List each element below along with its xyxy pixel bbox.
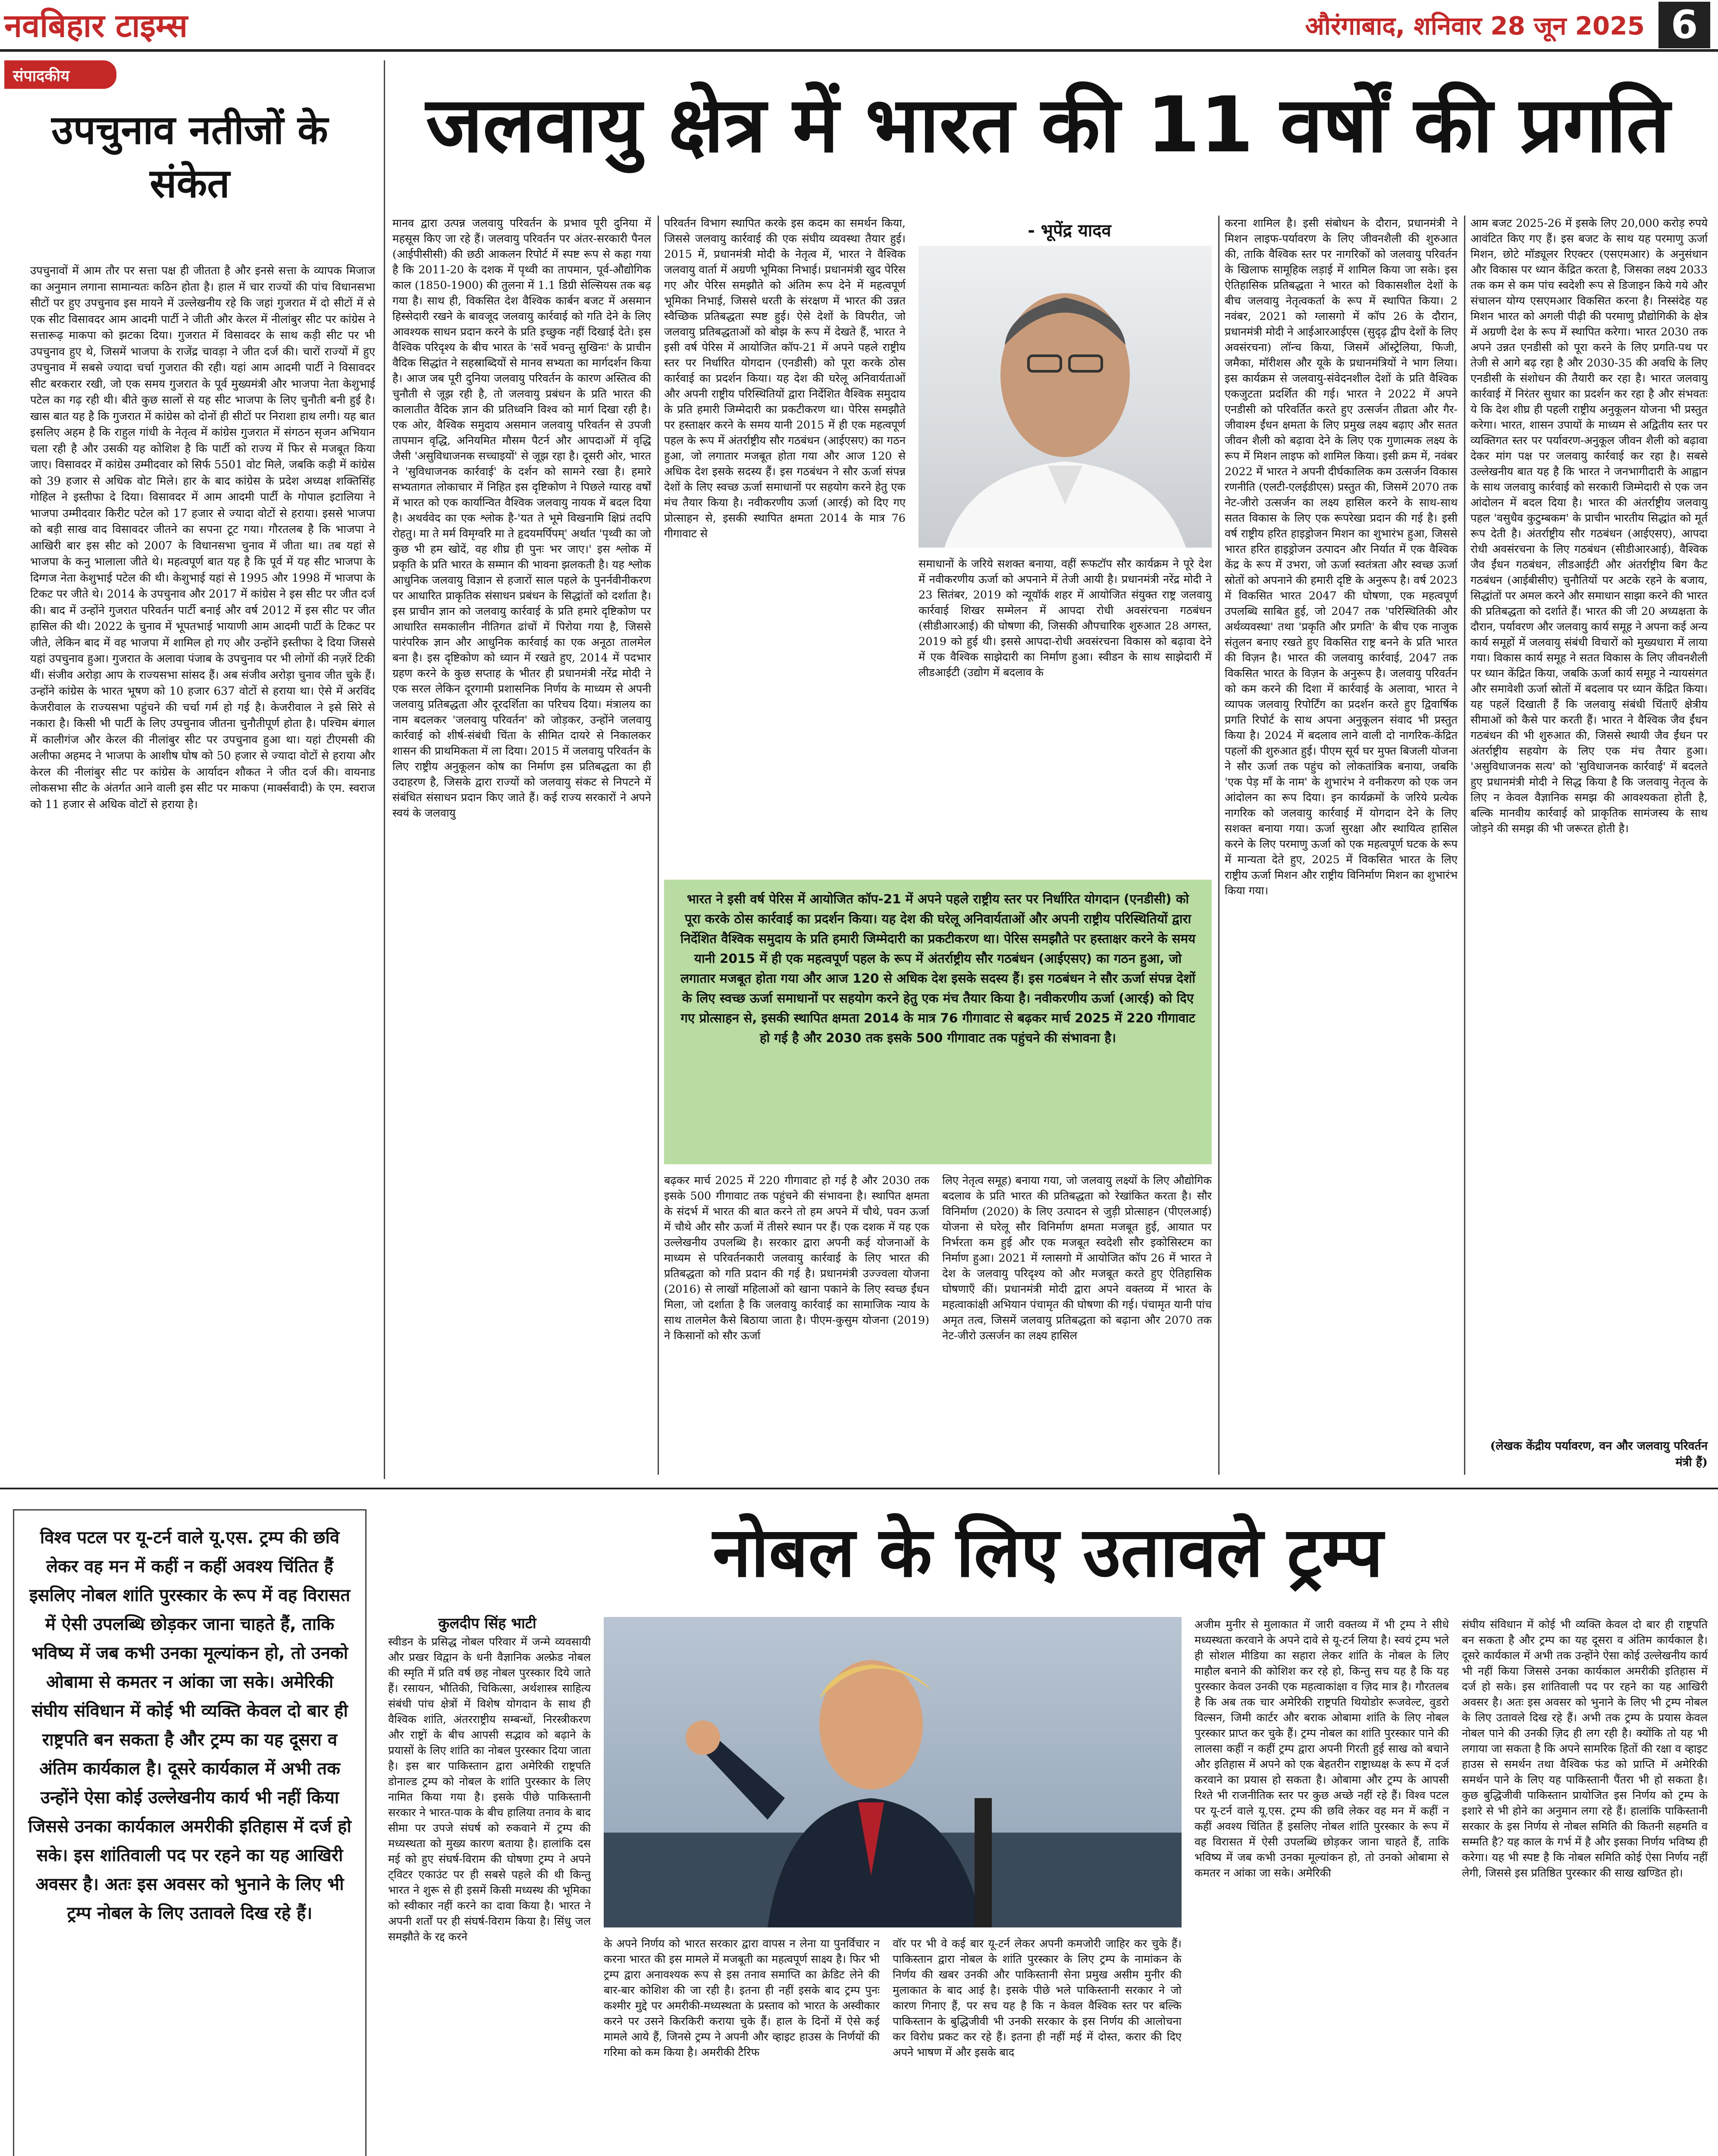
newspaper-name: नवबिहार टाइम्स [4,7,188,44]
lead-bottom-col-3: लिए नेतृत्व समूह) बनाया गया, जो जलवायु लक्ष्यों के लिए औद्योगिक बदलाव के प्रति भारत की प्रतिबद्धता को रेखांकित करता है। सौर विनिर्माण (2020) के लिए उत्पादन से जुड़ी प्रोत्साहन (पीएलआई) योजना से घरेलू सौर विनिर्माण क्षमता मजबूत हुई, आयात पर निर्भरता कम हुई और एक मजबूत स्वदेशी सौर इकोसिस्टम का निर्माण हुआ। 2021 में ग्लासगो में आयोजित कॉप 26 में भारत ने देश के जलवायु परिदृश्य को और मजबूत करते हुए ऐतिहासिक घोषणाएँ कीं। प्रधानमंत्री मोदी द्वारा अपने वक्तव्य में भारत के महत्वाकांक्षी अभियान पंचामृत की घोषणा की गई। पंचामृत यानी पांच अमृत तत्व, जिसमें जलवायु प्रतिबद्धता को बढ़ाना और 2070 तक नेट-जीरो उत्सर्जन का लक्ष्य हासिल [942,1174,1212,1342]
trump-highlight-box [13,1509,367,2156]
author-photo [919,246,1212,548]
lead-bottom-col-2: बढ़कर मार्च 2025 में 220 गीगावाट हो गई है और 2030 तक इसके 500 गीगावाट तक पहुंचने की संभावना है। स्थापित क्षमता के संदर्भ में भारत की बात करने तो हम अपने में चौथे, पवन ऊर्जा में चौथे और सौर ऊर्जा में तीसरे स्थान पर हैं। एक दशक में यह एक उल्लेखनीय उपलब्धि है। सरकार द्वारा अपनी कई योजनाओं के माध्यम से परिवर्तनकारी जलवायु कार्रवाई के लिए भारत की प्रतिबद्धता को गति प्रदान की गई है। प्रधानमंत्री उज्ज्वला योजना (2016) से लाखों महिलाओं को खाना पकाने के लिए स्वच्छ ईंधन मिला, जो दर्शाता है कि जलवायु कार्रवाई का सामाजिक न्याय के साथ तालमेल कैसे बिठाया जाता है। पीएम-कुसुम योजना (2019) ने किसानों को सौर ऊर्जा [664,1174,929,1342]
trump-col-1: स्वीडन के प्रसिद्ध नोबल परिवार में जन्मे व्यवसायी और प्रखर विद्वान के धनी वैज्ञानिक अल्फ्रेड नोबल की स्मृति में प्रति वर्ष छह नोबल पुरस्कार दिये जाते हैं। रसायन, भौतिकी, चिकित्सा, अर्थशास्त्र साहित्य संबंधी पांच क्षेत्रों में विशेष योगदान के साथ ही वैश्विक शांति, अंतरराष्ट्रीय सम्बन्धों, निरस्त्रीकरण और राष्ट्रों के बीच आपसी सद्भाव को बढ़ाने के प्रयासों के लिए शांति का नोबल पुरस्कार दिया जाता है। इस बार पाकिस्तान द्वारा अमेरिकी राष्ट्रपति डोनाल्ड ट्रम्प को नोबल के शांति पुरस्कार के लिए नामित किया गया है। इसके पीछे पाकिस्तानी सरकार ने भारत-पाक के बीच हालिया तनाव के बाद सीमा पर उपजे संघर्ष को रुकवाने में ट्रम्प की मध्यस्थता को मुख्य कारण बताया है। हालांकि दस मई को हुए संघर्ष-विराम की घोषणा ट्रम्प ने अपने ट्विटर एकाउंट पर ही सबसे पहले की थी किन्तु भारत ने शुरू से ही इसमें किसी मध्यस्थ की भूमिका को स्वीकार नहीं करने का दावा किया है। भारत ने अपनी शर्तों पर ही संघर्ष-विराम किया है। सिंधु जल समझौते के रद्द करने [388,1636,591,1943]
masthead [0,0,1718,52]
trump-byline: कुलदीप सिंह भाटी [438,1615,536,1632]
trump-highlight-text: विश्व पटल पर यू-टर्न वाले यू.एस. ट्रम्प की छवि लेकर वह मन में कहीं न कहीं अवश्य चिंतित हैं इसलिए नोबल शांति पुरस्कार के रूप में वह विरासत में ऐसी उपलब्धि छोड़कर जाना चाहते हैं, ताकि भविष्य में जब कभी उनका मूल्यांकन हो, तो उनको ओबामा से कमतर न आंका जा सके। अमेरिकी संघीय संविधान में कोई भी व्यक्ति केवल दो बार ही राष्ट्रपति बन सकता है और ट्रम्प का यह दूसरा व अंतिम कार्यकाल है। दूसरे कार्यकाल में अभी तक उन्होंने ऐसा कोई उल्लेखनीय कार्य भी नहीं किया जिससे उनका कार्यकाल अमरीकी इतिहास में दर्ज हो सके। इस शांतिवाली पद पर रहने का यह आखिरी अवसर है। अतः इस अवसर को भुनाने के लिए भी ट्रम्प नोबल के लिए उतावले दिख रहे हैं। [28,1528,351,1923]
editorial-title: उपचुनाव नतीजों के संकेत [51,107,328,207]
section-tag [4,60,116,89]
lead-headline: जलवायु क्षेत्र में भारत की 11 वर्षों की प्रगति [426,80,1670,169]
lead-col-2: परिवर्तन विभाग स्थापित करके इस कदम का समर्थन किया, जिससे जलवायु कार्रवाई की एक संघीय व्यवस्था तैयार हुई। 2015 में, प्रधानमंत्री मोदी के नेतृत्व में, भारत ने वैश्विक जलवायु वार्ता में अग्रणी भूमिका निभाई। प्रधानमंत्री खुद पेरिस गए और पेरिस समझौते को अंतिम रूप देने में महत्वपूर्ण भूमिका निभाई, जिससे धरती के संरक्षण में भारत की उन्नत स्वैच्छिक प्रतिबद्धता स्पष्ट हुई। ऐसे देशों के विपरीत, जो जलवायु प्रतिबद्धताओं को बोझ के रूप में देखते हैं, भारत ने इसी वर्ष पेरिस में आयोजित कॉप-21 में अपने पहले राष्ट्रीय स्तर पर निर्धारित योगदान (एनडीसी) को पूरा करके ठोस कार्रवाई का प्रदर्शन किया। यह देश की घरेलू अनिवार्यताओं और अपनी राष्ट्रीय परिस्थितियों द्वारा निर्देशित वैश्विक समुदाय के प्रति हमारी जिम्मेदारी का प्रकटीकरण था। पेरिस समझौते पर हस्ताक्षर करने के समय यानी 2015 में ही एक महत्वपूर्ण पहल के रूप में अंतर्राष्ट्रीय सौर गठबंधन (आईएसए) का गठन हुआ, जो लगातार मजबूत होता गया और आज 120 से अधिक देश इसके सदस्य हैं। इस गठबंधन ने सौर ऊर्जा संपन्न देशों के लिए स्वच्छ ऊर्जा समाधानों पर सहयोग करने हेतु एक मंच तैयार किया है। नवीकरणीय ऊर्जा (आरई) को दिए गए प्रोत्साहन से, इसकी स्थापित क्षमता 2014 के मात्र 76 गीगावाट से [664,217,906,540]
lead-col-1: मानव द्वारा उत्पन्न जलवायु परिवर्तन के प्रभाव पूरी दुनिया में महसूस किए जा रहे हैं। जलवायु परिवर्तन पर अंतर-सरकारी पैनल (आईपीसीसी) की छठी आकलन रिपोर्ट में स्पष्ट रूप से कहा गया है कि 2011-20 के दशक में पृथ्वी का तापमान, पूर्व-औद्योगिक काल (1850-1900) की तुलना में 1.1 डिग्री सेल्सियस तक बढ़ गया है। साथ ही, विकसित देश वैश्विक कार्बन बजट में असमान हिस्सेदारी रखने के बावजूद जलवायु कार्रवाई को गति देने के लिए आवश्यक साधन प्रदान करने के प्रति इच्छुक नहीं दिखाई देते। इस वैश्विक परिदृश्य के बीच भारत के 'सर्वे भवन्तु सुखिनः' के प्राचीन वैदिक सिद्धांत ने सहस्राब्दियों से मानव सभ्यता का मार्गदर्शन किया है। आज जब पूरी दुनिया जलवायु परिवर्तन के कारण अस्तित्व की चुनौती से जूझ रही है, तो जलवायु प्रबंधन के प्रति भारत की कालातीत वैदिक ज्ञान की प्रतिध्वनि विश्व को मार्ग दिखा रही है। एक ओर, वैश्विक समुदाय असमान जलवायु परिवर्तन से उपजी तापमान वृद्धि, अनियमित मौसम पैटर्न और आपदाओं में वृद्धि जैसी 'असुविधाजनक सच्चाइयों' से जूझ रहा है। दूसरी ओर, भारत ने 'सुविधाजनक कार्रवाई' के दर्शन को सामने रखा है। हमारे सभ्यतागत लोकाचार में निहित इस दृष्टिकोण ने पिछले ग्यारह वर्षों में भारत को एक कार्यान्वित वैश्विक जलवायु नायक में बदल दिया है। अथर्ववेद का एक श्लोक है-'यत ते भूमे विखनामि क्षिप्रं तदपि रोहतु। मा ते मर्म विमृग्वरि मा ते हृदयमर्पिपम्' अर्थात 'पृथ्वी का जो कुछ भी हम खोदें, वह शीघ्र ही पुनः भर जाए।' इस श्लोक में प्रकृति के प्रति भारत के सम्मान की भावना झलकती है। यह श्लोक आधुनिक जलवायु विज्ञान से हजारों साल पहले के पुनर्नवीनीकरण पर आधारित प्राकृतिक संसाधन प्रबंधन के सिद्धांतों को दर्शाता है। इस प्राचीन ज्ञान को जलवायु कार्रवाई के प्रति हमारे दृष्टिकोण पर आधारित समकालीन नीतिगत ढांचों में पिरोया गया है, जिससे पारंपरिक ज्ञान और आधुनिक कार्रवाई का एक अनूठा तालमेल बना है। इस दृष्टिकोण को ध्यान में रखते हुए, 2014 में पदभार ग्रहण करने के कुछ सप्ताह के भीतर ही प्रधानमंत्री नरेंद्र मोदी ने एक सरल लेकिन दूरगामी प्रशासनिक निर्णय के माध्यम से अपनी जलवायु प्रतिबद्धता और दूरदर्शिता का परिचय दिया। मंत्रालय का नाम बदलकर 'जलवायु परिवर्तन' को जोड़कर, उन्होंने जलवायु कार्रवाई को शीर्ष-संबंधी चिंता के सीमित दायरे से निकालकर शासन की प्राथमिकता में ला दिया। 2015 में जलवायु परिवर्तन के लिए राष्ट्रीय अनुकूलन कोष का निर्माण इस प्रतिबद्धता का ही उदाहरण है, जिसके द्वारा राज्यों को जलवायु संकट से निपटने में संबंधित संसाधन प्रदान किए जाते हैं। कई राज्य सरकारों ने अपने स्वयं के जलवायु [392,217,651,820]
trump-col-2: के अपने निर्णय को भारत सरकार द्वारा वापस न लेना या पुनर्विचार न करना भारत की इस मामले में मजबूती का महत्वपूर्ण साक्ष्य है। फिर भी ट्रम्प द्वारा अनावश्यक रूप से इस तनाव समाप्ति का क्रेडिट लेने की बार-बार कोशिश की जा रही है। इतना ही नहीं इसके बाद ट्रम्प पुनः कश्मीर मुद्दे पर अमरीकी-मध्यस्थता के प्रस्ताव को भारत के अस्वीकार करने पर उसने किरकिरी कराया चुके हैं। हाल के दिनों में ऐसे कई मामले आये हैं, जिनसे ट्रम्प ने अपनी और व्हाइट हाउस के निर्णयों की गरिमा को कम किया है। अमरीकी टैरिफ [604,1937,880,2059]
section-tag-label: संपादकीय [13,67,70,85]
trump-col-4: अजीम मुनीर से मुलाकात में जारी वक्तव्य में भी ट्रम्प ने सीधे मध्यस्थता करवाने के अपने दावे से यू-टर्न लिया है। स्वयं ट्रम्प भले ही सोशल मीडिया का सहारा लेकर शांति के नोबल के लिए माहौल बनाने की कोशिश कर रहे हो, किन्तु सच यह है कि यह पुरस्कार केवल उनकी एक महत्वाकांक्षा व ज़िद मात्र है। गौरतलब है कि अब तक चार अमेरिकी राष्ट्रपति थियोडोर रूजवेल्ट, वुडरो विल्सन, जिमी कार्टर और बराक ओबामा शांति के लिए नोबल पुरस्कार प्राप्त कर चुके हैं। ट्रम्प नोबल का शांति पुरस्कार पाने की लालसा कहीं न कहीं ट्रम्प द्वारा अपनी गिरती हुई साख को बचाने और इतिहास में अपने को एक बेहतरीन राष्ट्राध्यक्ष के रूप में दर्ज करवाने का प्रयास हो सकता है। ओबामा और ट्रम्प के आपसी रिश्ते भी राजनीतिक स्तर पर कुछ अच्छे नहीं रहे हैं। विश्व पटल पर यू-टर्न वाले यू.एस. ट्रम्प की छवि लेकर वह मन में कहीं न कहीं अवश्य चिंतित हैं इसलिए नोबल शांति पुरस्कार के रूप में वह विरासत में ऐसी उपलब्धि छोड़कर जाना चाहते हैं, ताकि भविष्य में जब कभी उनका मूल्यांकन हो, तो उनको ओबामा से कमतर न आंका जा सके। अमेरिकी [1194,1618,1449,1880]
trump-col-5: संघीय संविधान में कोई भी व्यक्ति केवल दो बार ही राष्ट्रपति बन सकता है और ट्रम्प का यह दूसरा व अंतिम कार्यकाल है। दूसरे कार्यकाल में अभी तक उन्होंने ऐसा कोई उल्लेखनीय कार्य भी नहीं किया जिससे उनका कार्यकाल अमरीकी इतिहास में दर्ज हो सके। इस शांतिवाली पद पर रहने का यह आखिरी अवसर है। अतः इस अवसर को भुनाने के लिए भी ट्रम्प नोबल के लिए उतावले दिख रहे हैं। अभी तक ट्रम्प के प्रयास केवल नोबल पाने की उनकी ज़िद ही लग रही है। क्योंकि तो यह भी लगाया जा सकता है कि अपने सामरिक हितों की रक्षा व व्हाइट हाउस से समर्थन तथा वैश्विक फंड को प्राप्ति में अमेरिकी समर्थन पाने के लिए यह पाकिस्तानी पैंतरा भी हो सकता है। कुछ बुद्धिजीवी पाकिस्तान प्रायोजित इस निर्णय को ट्रम्प के इशारे से भी होने का अनुमान लगा रहे हैं। हालांकि पाकिस्तानी सरकार के इस निर्णय से नोबल समिति की कितनी सहमति व सम्मति है? यह काल के गर्भ में है और इसका निर्णय भविष्य ही करेगा। यह भी स्पष्ट है कि नोबल समिति कोई ऐसा निर्णय नहीं लेगी, जिससे इस प्रतिष्ठित पुरस्कार की साख खण्डित हो। [1462,1618,1708,1880]
lead-col-4: करना शामिल है। इसी संबोधन के दौरान, प्रधानमंत्री ने मिशन लाइफ-पर्यावरण के लिए जीवनशैली की शुरुआत की, ताकि वैश्विक स्तर पर नागरिकों को जलवायु परिवर्तन के खिलाफ सामूहिक लड़ाई में शामिल किया जा सके। इस ऐतिहासिक प्रतिबद्धता ने भारत को विकासशील देशों के बीच जलवायु नेतृत्वकर्ता के रूप में स्थापित किया। 2 नवंबर, 2021 को ग्लासगो में कॉप 26 के दौरान, प्रधानमंत्री मोदी ने आईआरआईएस (सुदृढ़ द्वीप देशों के लिए अवसंरचना) लॉन्च किया, जिसमें ऑस्ट्रेलिया, फिजी, जमैका, मॉरीशस और यूके के प्रधानमंत्रियों ने भाग लिया। इस कार्यक्रम से जलवायु-संवेदनशील देशों के प्रति वैश्विक एकजुटता प्रदर्शित की गई। भारत ने 2022 में अपने एनडीसी को परिवर्तित करते हुए उत्सर्जन तीव्रता और गैर-जीवाश्म ईंधन क्षमता के लिए प्रमुख लक्ष्य बढ़ाए और सतत जीवन शैली को बढ़ावा देने के लिए एक गुणात्मक लक्ष्य के रूप में मिशन लाइफ को शामिल किया। इसी क्रम में, नवंबर 2022 में भारत ने अपनी दीर्घकालिक कम उत्सर्जन विकास रणनीति (एलटी-एलईडीएस) प्रस्तुत की, जिसमें 2070 तक नेट-जीरो उत्सर्जन का लक्ष्य हासिल करने के साथ-साथ सतत विकास के लिए एक रूपरेखा प्रदान की गई है। इसी वर्ष राष्ट्रीय हरित हाइड्रोजन मिशन का शुभारंभ हुआ, जिससे भारत हरित हाइड्रोजन उत्पादन और निर्यात में एक वैश्विक केंद्र के रूप में उभरा, जो ऊर्जा स्वतंत्रता और स्वच्छ ऊर्जा स्रोतों को अपनाने की हमारी दृष्टि के अनुरूप है। वर्ष 2023 में विकसित भारत 2047 की घोषणा, एक महत्वपूर्ण उपलब्धि साबित हुई, जो 2047 तक 'परिस्थितिकी और अर्थव्यवस्था' तथा 'प्रकृति और प्रगति' के बीच एक नाजुक संतुलन बनाए रखते हुए विकसित राष्ट्र बनने के प्रति भारत की विज़न है। भारत की जलवायु कार्रवाई, 2047 तक विकसित भारत के विज़न के अनुरूप है। जलवायु परिवर्तन को कम करने की दिशा में कार्रवाई के अलावा, भारत ने व्यापक जलवायु रिपोर्टिंग का प्रदर्शन करते हुए द्विवार्षिक प्रगति रिपोर्ट के साथ अपना अनुकूलन संवाद भी प्रस्तुत किया है। 2024 में बदलाव लाने वाली दो नागरिक-केंद्रित पहलों की शुरुआत हुई। पीएम सूर्य घर मुफ्त बिजली योजना ने सौर ऊर्जा तक पहुंच को लोकतांत्रिक बनाया, जबकि 'एक पेड़ माँ के नाम' के शुभारंभ ने वनीकरण को एक जन आंदोलन का रूप दिया। इन कार्यक्रमों के जरिये प्रत्येक नागरिक को जलवायु कार्रवाई में योगदान देने के लिए सशक्त बनाया गया। ऊर्जा सुरक्षा और स्थायित्व हासिल करने के लिए परमाणु ऊर्जा को एक महत्वपूर्ण घटक के रूप में मान्यता देते हुए, 2025 में विकसित भारत के लिए राष्ट्रीय ऊर्जा मिशन और राष्ट्रीय विनिर्माण मिशन का शुभारंभ किया गया। [1225,217,1458,897]
date-line: औरंगाबाद, शनिवार 28 जून 2025 [1305,11,1645,41]
page-number: 6 [1658,2,1710,48]
pull-quote: भारत ने इसी वर्ष पेरिस में आयोजित कॉप-21 में अपने पहले राष्ट्रीय स्तर पर निर्धारित योगदान (एनडीसी) को पूरा करके ठोस कार्रवाई का प्रदर्शन किया। यह देश की घरेलू अनिवार्यताओं और अपनी राष्ट्रीय परिस्थितियों द्वारा निर्देशित वैश्विक समुदाय के प्रति हमारी जिम्मेदारी का प्रकटीकरण था। पेरिस समझौते पर हस्ताक्षर करने के समय यानी 2015 में ही एक महत्वपूर्ण पहल के रूप में अंतर्राष्ट्रीय सौर गठबंधन (आईएसए) का गठन हुआ, जो लगातार मजबूत होता गया और आज 120 से अधिक देश इसके सदस्य हैं। इस गठबंधन ने सौर ऊर्जा संपन्न देशों के लिए स्वच्छ ऊर्जा समाधानों पर सहयोग करने हेतु एक मंच तैयार किया है। नवीकरणीय ऊर्जा (आरई) को दिए गए प्रोत्साहन से, इसकी स्थापित क्षमता 2014 के मात्र 76 गीगावाट से बढ़कर मार्च 2025 में 220 गीगावाट हो गई है और 2030 तक इसके 500 गीगावाट तक पहुंचने की संभावना है। [664,880,1212,1164]
trump-headline: नोबल के लिए उतावले ट्रम्प [712,1512,1383,1592]
trump-col-3: वॉर पर भी वे कई बार यू-टर्न लेकर अपनी कमजोरी जाहिर कर चुके हैं। पाकिस्तान द्वारा नोबल के शांति पुरस्कार के लिए ट्रम्प के नामांकन के निर्णय की खबर उनकी और पाकिस्तानी सेना प्रमुख असीम मुनीर की मुलाकात के बाद आई है। इसके पीछे भले पाकिस्तानी सरकार ने जो कारण गिनाए हैं, पर सच यह है कि न केवल वैश्विक स्तर पर बल्कि पाकिस्तान के बुद्धिजीवी भी उनकी सरकार के इस निर्णय की आलोचना कर विरोध प्रकट कर रहे हैं। इतना ही नहीं मई में दोस्त, करार की दिए अपने भाषण में और इसके बाद [893,1937,1182,2059]
lead-byline: - भूपेंद्र यादव [1028,221,1111,241]
editorial-body: उपचुनावों में आम तौर पर सत्ता पक्ष ही जीतता है और इनसे सत्ता के व्यापक मिजाज का अनुमान लगाना सामान्यतः कठिन होता है। हाल में चार राज्यों की पांच विधानसभा सीटों पर हुए उपचुनाव इस मायने में उल्लेखनीय रहे कि जहां गुजरात में दो सीटों में से एक सीट विसावदर आम आदमी पार्टी ने जीती और केरल में नीलांबुर सीट पर कांग्रेस ने सत्तारूढ़ माकपा को झटका दिया। गुजरात में विसावदर के साथ कड़ी सीट पर भी उपचुनाव हुए थे, जिसमें भाजपा के राजेंद्र चावड़ा ने जीत दर्ज की। चारों राज्यों में हुए उपचुनाव में सबसे ज्यादा चर्चा गुजरात की रही। यहां आम आदमी पार्टी ने विसावदर सीट बरकरार रखी, जो एक समय गुजरात के पूर्व मुख्यमंत्री और भाजपा नेता केशुभाई पटेल का गढ़ रही थी। बीते कुछ सालों से यह सीट भाजपा के लिए चुनौती बनी हुई है। खास बात यह है कि गुजरात में कांग्रेस को दोनों ही सीटों पर निराशा हाथ लगी। यह बात इसलिए अहम है कि राहुल गांधी के नेतृत्व में कांग्रेस गुजरात में संगठन सृजन अभियान चला रही है और उसकी यह कोशिश है कि पार्टी को राज्य में फिर से मजबूत किया जाए। विसावदर में कांग्रेस उम्मीदवार को सिर्फ 5501 वोट मिले, जबकि कड़ी में कांग्रेस को 39 हजार से अधिक वोट मिले। हार के बाद कांग्रेस के प्रदेश अध्यक्ष शक्तिसिंह गोहिल ने इस्तीफा दे दिया। विसावदर में आम आदमी पार्टी के गोपाल इटालिया ने भाजपा उम्मीदवार किरीट पटेल को 17 हजार से ज्यादा वोटों से हराया। इससे भाजपा को बड़ी साख वाद विसावदर जीतने का सपना टूट गया। गौरतलब है कि भाजपा ने आखिरी बार इस सीट को 2007 के विधानसभा चुनाव में जीता था। तब यहां से भाजपा के कनु भालाला जीते थे। महत्वपूर्ण बात यह है कि पूर्व में यह सीट भाजपा के दिग्गज नेता केशुभाई पटेल की थी। केशुभाई यहां से 1995 और 1998 में भाजपा के टिकट पर जीते थे। 2014 के उपचुनाव और 2017 में कांग्रेस ने इस सीट पर जीत दर्ज की। बाद में उन्होंने गुजरात परिवर्तन पार्टी बनाई और वर्ष 2012 में इस सीट पर जीत हासिल की थी। 2022 के चुनाव में भूपतभाई भायाणी आम आदमी पार्टी के टिकट पर जीते, लेकिन बाद में वह भाजपा में शामिल हो गए और उन्होंने इस्तीफा दे दिया जिससे यहां उपचुनाव हुआ। गुजरात के अलावा पंजाब के उपचुनाव पर भी लोगों की नज़रें टिकी थीं। संजीव अरोड़ा आप के राज्यसभा सांसद हैं। अब संजीव अरोड़ा चुनाव जीत चुके हैं। उन्होंने कांग्रेस के भारत भूषण को 10 हजार 637 वोटों से हराया था। ऐसे में अरविंद केजरीवाल के राज्यसभा पहुंचने की चर्चा गर्म हो गई है। केजरीवाल ने इसे सिरे से नकारा है। किसी भी पार्टी के लिए उपचुनाव जीतना चुनौतीपूर्ण होता है। पश्चिम बंगाल में कालीगंज और केरल की नीलांबुर सीट पर उपचुनाव हुआ था। यहां टीएमसी की अलीफा अहमद ने भाजपा के आशीष घोष को 50 हजार से ज्यादा वोटों से हराया और केरल की नीलांबुर सीट पर कांग्रेस के आर्यादन शौकत ने जीत दर्ज की। वायनाड लोकसभा सीट के अंतर्गत आने वाली इस सीट पर माकपा (मार्क्सवादी) के एम. स्वराज को 11 हजार से अधिक वोटों से हराया है। [30,264,375,811]
lead-col-3: समाधानों के जरिये सशक्त बनाया, वहीं रूफटॉप सौर कार्यक्रम ने पूरे देश में नवीकरणीय ऊर्जा को अपनाने में तेजी आयी है। प्रधानमंत्री नरेंद्र मोदी ने 23 सितंबर, 2019 को न्यूयॉर्क शहर में आयोजित संयुक्त राष्ट्र जलवायु कार्रवाई शिखर सम्मेलन में आपदा रोधी अवसंरचना गठबंधन (सीडीआरआई) की घोषणा की, जिसकी औपचारिक शुरुआत 28 अगस्त, 2019 को हुई थी। इससे आपदा-रोधी अवसंरचना विकास को बढ़ावा देने में एक वैश्विक साझेदारी का निर्माण हुआ। स्वीडन के साथ साझेदारी में लीडआईटी (उद्योग में बदलाव के [919,558,1212,679]
lead-col-5: आम बजट 2025-26 में इसके लिए 20,000 करोड़ रुपये आवंटित किए गए हैं। इस बजट के साथ यह परमाणु ऊर्जा मिशन, छोटे मॉड्यूलर रिएक्टर (एसएमआर) के अनुसंधान और विकास पर ध्यान केंद्रित करता है, जिसका लक्ष्य 2033 तक कम से कम पांच स्वदेशी रूप से डिजाइन किये गये और संचालन योग्य एसएमआर विकसित करना है। निस्संदेह यह मिशन भारत को अगली पीढ़ी की परमाणु प्रौद्योगिकी के क्षेत्र में अग्रणी देश के रूप में स्थापित करेगा। भारत 2030 तक अपने उन्नत एनडीसी को पूरा करने के लिए प्रगति-पथ पर तेजी से आगे बढ़ रहा है और 2030-35 की अवधि के लिए एनडीसी के संशोधन की तैयारी कर रहा है। भारत जलवायु कार्रवाई में निरंतर सुधार का प्रदर्शन कर रहा है और संभवतः ये कि देश शीघ्र ही पहली राष्ट्रीय अनुकूलन योजना भी प्रस्तुत करेगा। भारत, शासन उपायों के माध्यम से अद्वितीय स्तर पर व्यक्तिगत स्तर पर पर्यावरण-अनुकूल जीवन शैली को बढ़ावा देकर मांग पक्ष पर जलवायु कार्रवाई कर रहा है। सबसे उल्लेखनीय बात यह है कि भारत ने जनभागीदारी के आह्वान के साथ जलवायु कार्रवाई को सरकारी जिम्मेदारी से एक जन आंदोलन में बदल दिया है। भारत की अंतर्राष्ट्रीय जलवायु पहल 'वसुधैव कुटुम्बकम' के प्राचीन भारतीय सिद्धांत को मूर्त रूप देती है। अंतर्राष्ट्रीय सौर गठबंधन (आईएसए), आपदा रोधी अवसंरचना के लिए गठबंधन (सीडीआरआई), वैश्विक जैव ईंधन गठबंधन, लीडआईटी और अंतर्राष्ट्रीय बिग कैट गठबंधन (आईबीसीए) चुनौतियों पर अटके रहने के बजाय, सिद्धांतों पर अमल करने और समाधान साझा करने की भारत की प्रतिबद्धता को दर्शाते हैं। भारत की जी 20 अध्यक्षता के दौरान, पर्यावरण और जलवायु कार्य समूह ने अपना कई अन्य कार्य समूहों में जलवायु संबंधी विचारों को मुख्यधारा में लाया गया। विकास कार्य समूह ने सतत विकास के लिए जीवनशैली पर ध्यान केंद्रित किया, जबकि ऊर्जा कार्य समूह ने न्यायसंगत और समावेशी ऊर्जा स्रोतों में बदलाव पर ध्यान केंद्रित किया। यह पहलें दिखाती हैं कि जलवायु संबंधी चिंताएँ क्षेत्रीय सीमाओं को कैसे पार करती हैं। भारत ने वैश्विक जैव ईंधन गठबंधन की भी शुरुआत की, जिससे स्थायी जैव ईंधन पर अंतर्राष्ट्रीय सहयोग के लिए एक मंच तैयार हुआ। 'असुविधाजनक सत्य' को 'सुविधाजनक कार्रवाई' में बदलते हुए प्रधानमंत्री मोदी ने सिद्ध किया है कि जलवायु नेतृत्व के लिए न केवल वैज्ञानिक समझ की आवश्यकता होती है, बल्कि मानवीय कार्रवाई को प्राकृतिक सामंजस्य के साथ जोड़ने की समझ की भी जरूरत होती है। [1470,217,1708,835]
trump-photo [604,1617,1182,1927]
author-note: (लेखक केंद्रीय पर्यावरण, वन और जलवायु परिवर्तन मंत्री हैं) [1490,1439,1708,1469]
